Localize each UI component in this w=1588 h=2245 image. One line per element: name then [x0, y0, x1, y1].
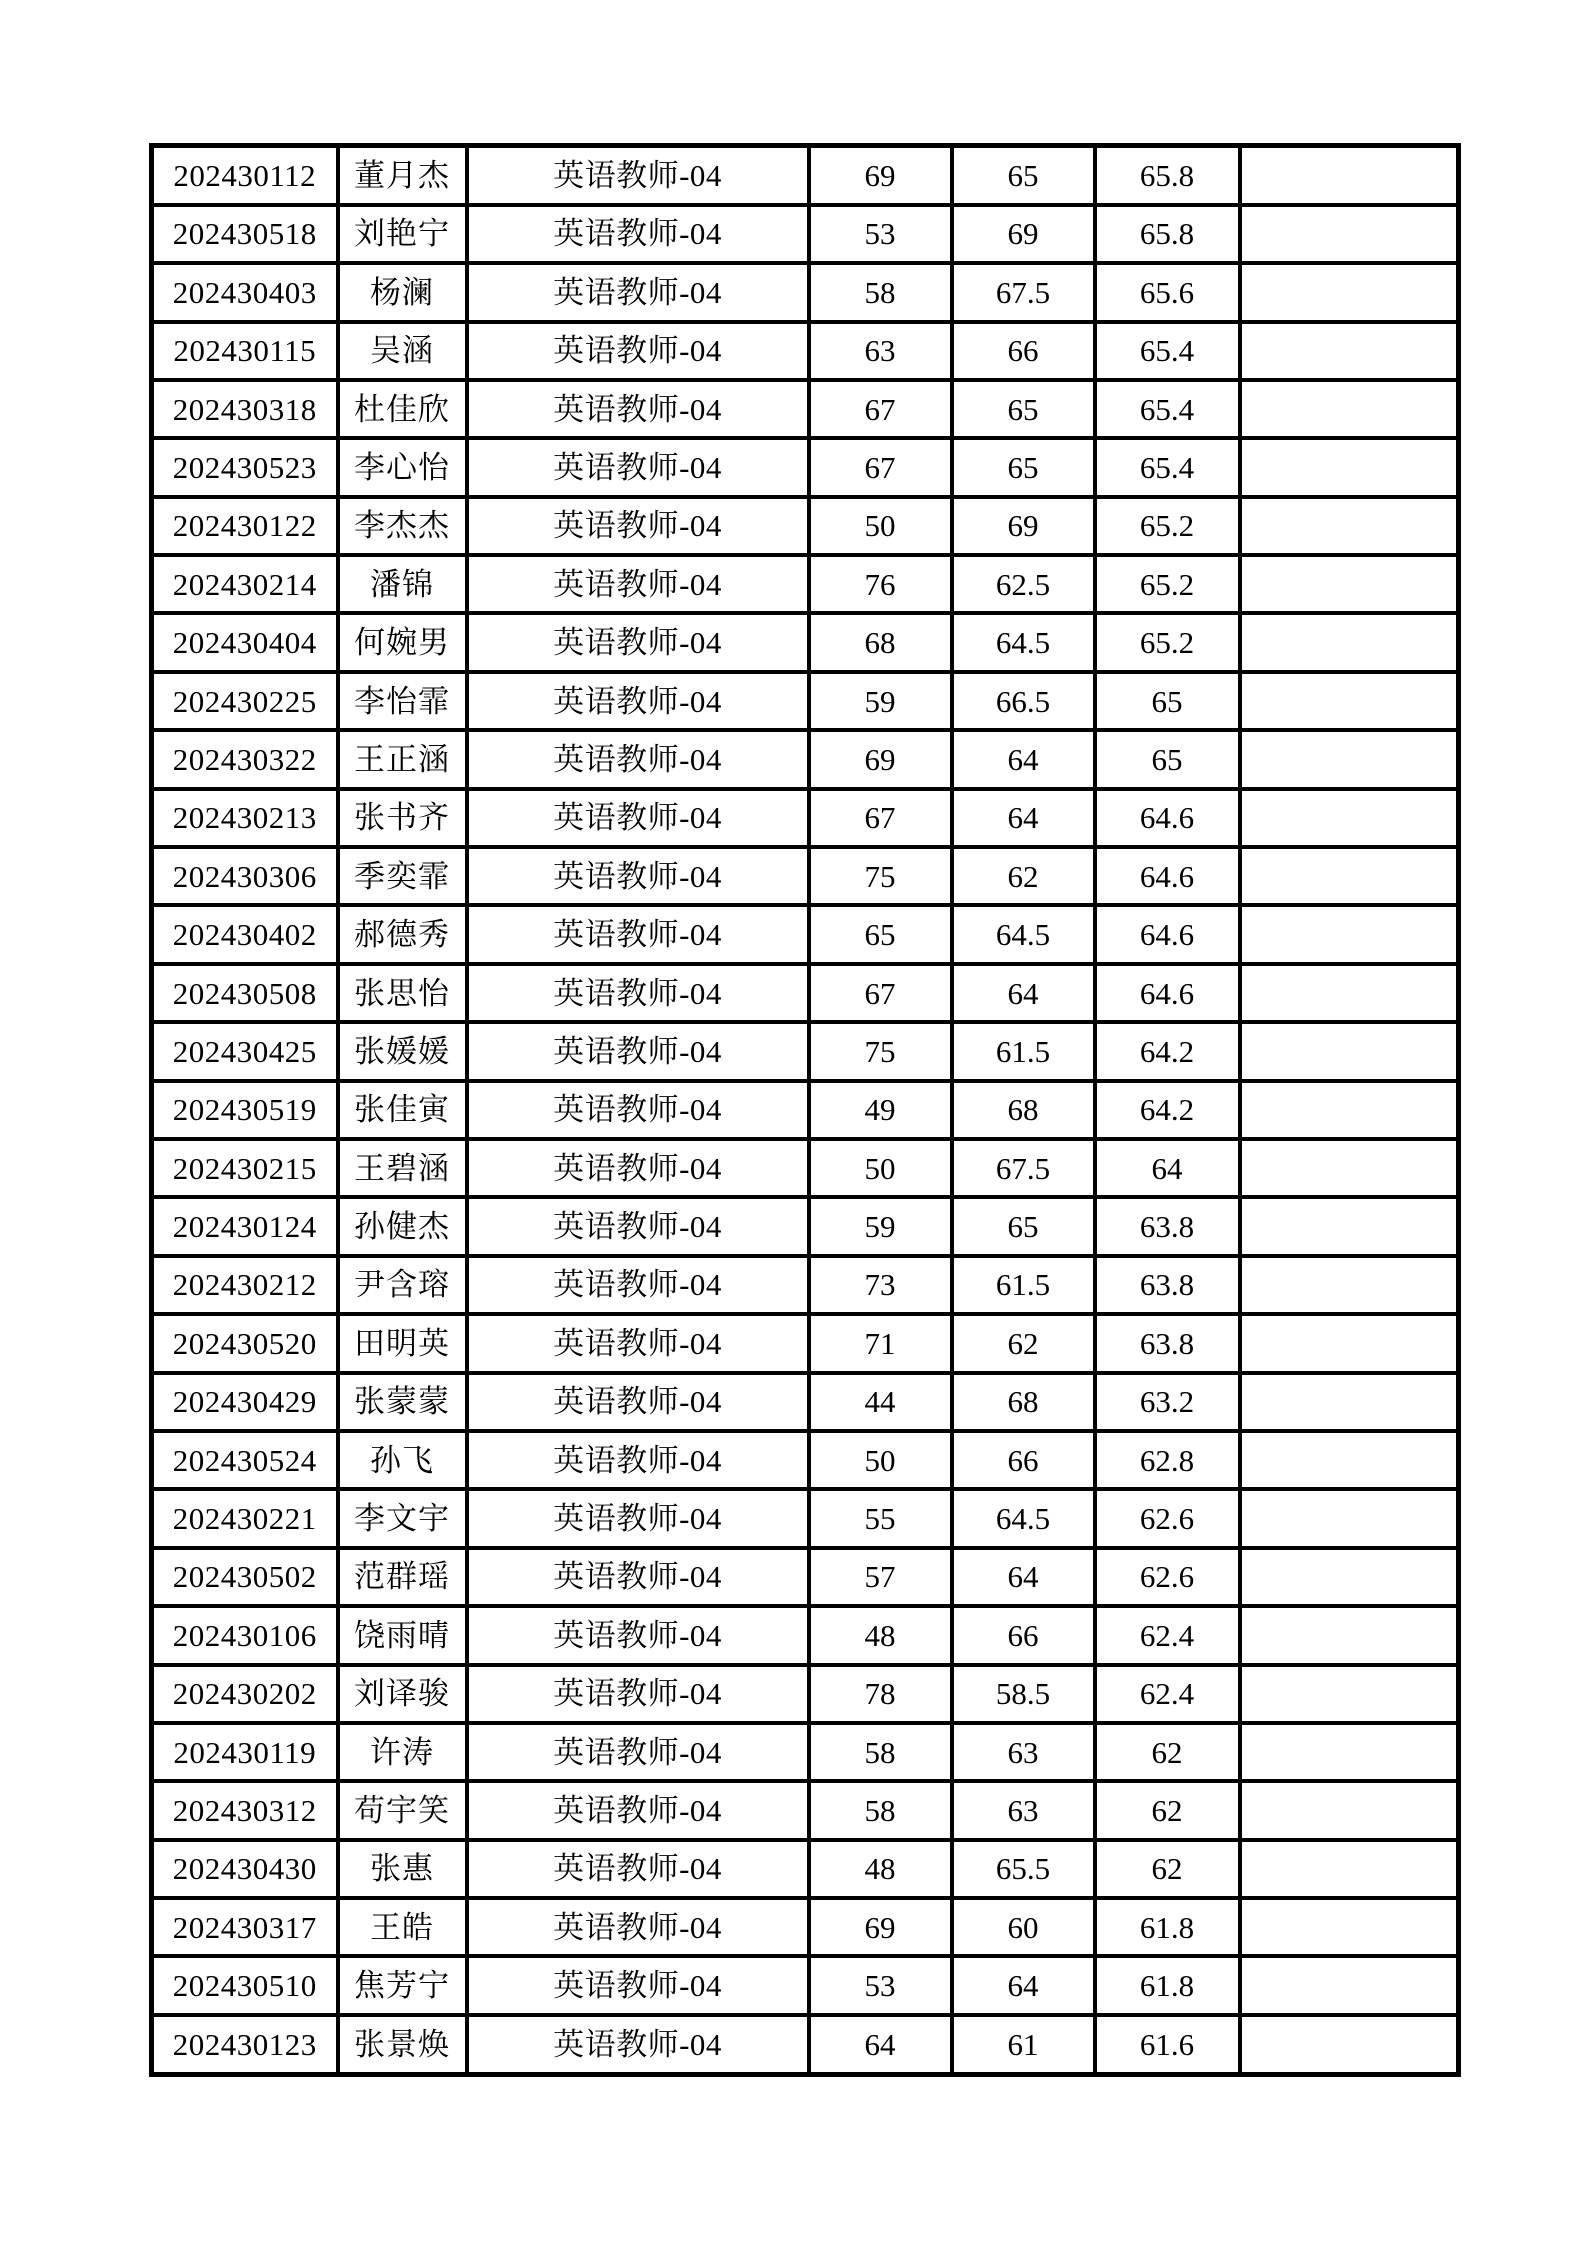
position-cell: 英语教师-04: [467, 1431, 809, 1489]
position-cell: 英语教师-04: [467, 1665, 809, 1723]
score3-cell: 65.2: [1095, 497, 1240, 555]
score3-cell: 64.6: [1095, 964, 1240, 1022]
empty-cell: [1240, 1489, 1459, 1547]
candidate-id-cell: 202430215: [152, 1139, 338, 1197]
candidate-id-cell: 202430402: [152, 905, 338, 963]
position-cell: 英语教师-04: [467, 1548, 809, 1606]
empty-cell: [1240, 205, 1459, 263]
candidate-name-cell: 刘艳宁: [338, 205, 467, 263]
candidate-name-cell: 杜佳欣: [338, 380, 467, 438]
score3-cell: 64.6: [1095, 789, 1240, 847]
score1-cell: 58: [809, 1723, 952, 1781]
position-cell: 英语教师-04: [467, 1022, 809, 1080]
table-row: [152, 555, 1459, 613]
score1-cell: 69: [809, 1898, 952, 1956]
score1-cell: 75: [809, 847, 952, 905]
score2-cell: 65: [952, 380, 1095, 438]
score2-cell: 64: [952, 964, 1095, 1022]
candidate-name-cell: 张景焕: [338, 2015, 467, 2075]
table-row: [152, 146, 1459, 205]
table-row: [152, 1548, 1459, 1606]
score1-cell: 67: [809, 964, 952, 1022]
empty-cell: [1240, 1431, 1459, 1489]
position-cell: 英语教师-04: [467, 905, 809, 963]
candidate-id-cell: 202430429: [152, 1373, 338, 1431]
empty-cell: [1240, 2015, 1459, 2075]
position-cell: 英语教师-04: [467, 322, 809, 380]
empty-cell: [1240, 1723, 1459, 1781]
table-row: [152, 1665, 1459, 1723]
empty-cell: [1240, 1022, 1459, 1080]
candidate-id-cell: 202430212: [152, 1256, 338, 1314]
score3-cell: 64.6: [1095, 905, 1240, 963]
candidate-id-cell: 202430225: [152, 672, 338, 730]
table-row: [152, 205, 1459, 263]
candidate-id-cell: 202430403: [152, 263, 338, 321]
score3-cell: 65.2: [1095, 555, 1240, 613]
candidate-name-cell: 张蒙蒙: [338, 1373, 467, 1431]
score2-cell: 61.5: [952, 1022, 1095, 1080]
candidate-id-cell: 202430119: [152, 1723, 338, 1781]
score3-cell: 62.4: [1095, 1665, 1240, 1723]
score1-cell: 58: [809, 263, 952, 321]
score-table-body: [152, 146, 1459, 2075]
score1-cell: 69: [809, 146, 952, 205]
score2-cell: 66: [952, 1606, 1095, 1664]
candidate-id-cell: 202430318: [152, 380, 338, 438]
score3-cell: 63.8: [1095, 1314, 1240, 1372]
candidate-name-cell: 苟宇笑: [338, 1781, 467, 1839]
score3-cell: 65.4: [1095, 438, 1240, 496]
empty-cell: [1240, 1373, 1459, 1431]
position-cell: 英语教师-04: [467, 380, 809, 438]
empty-cell: [1240, 438, 1459, 496]
table-row: [152, 730, 1459, 788]
score1-cell: 78: [809, 1665, 952, 1723]
table-row: [152, 263, 1459, 321]
candidate-id-cell: 202430425: [152, 1022, 338, 1080]
score2-cell: 68: [952, 1373, 1095, 1431]
score1-cell: 58: [809, 1781, 952, 1839]
position-cell: 英语教师-04: [467, 497, 809, 555]
table-row: [152, 438, 1459, 496]
empty-cell: [1240, 613, 1459, 671]
empty-cell: [1240, 1314, 1459, 1372]
position-cell: 英语教师-04: [467, 1606, 809, 1664]
score2-cell: 61.5: [952, 1256, 1095, 1314]
table-row: [152, 380, 1459, 438]
empty-cell: [1240, 1606, 1459, 1664]
empty-cell: [1240, 1665, 1459, 1723]
candidate-name-cell: 尹含瑢: [338, 1256, 467, 1314]
position-cell: 英语教师-04: [467, 1781, 809, 1839]
score3-cell: 63.2: [1095, 1373, 1240, 1431]
score1-cell: 57: [809, 1548, 952, 1606]
position-cell: 英语教师-04: [467, 613, 809, 671]
score2-cell: 65.5: [952, 1840, 1095, 1898]
table-row: [152, 905, 1459, 963]
empty-cell: [1240, 1898, 1459, 1956]
candidate-name-cell: 刘译骏: [338, 1665, 467, 1723]
candidate-id-cell: 202430112: [152, 146, 338, 205]
score3-cell: 65: [1095, 730, 1240, 788]
table-row: [152, 1022, 1459, 1080]
score1-cell: 53: [809, 1956, 952, 2014]
candidate-id-cell: 202430213: [152, 789, 338, 847]
empty-cell: [1240, 380, 1459, 438]
candidate-name-cell: 张佳寅: [338, 1081, 467, 1139]
candidate-id-cell: 202430508: [152, 964, 338, 1022]
position-cell: 英语教师-04: [467, 555, 809, 613]
score1-cell: 67: [809, 789, 952, 847]
position-cell: 英语教师-04: [467, 1898, 809, 1956]
position-cell: 英语教师-04: [467, 1956, 809, 2014]
score2-cell: 64.5: [952, 905, 1095, 963]
candidate-id-cell: 202430519: [152, 1081, 338, 1139]
candidate-id-cell: 202430202: [152, 1665, 338, 1723]
empty-cell: [1240, 146, 1459, 205]
empty-cell: [1240, 1781, 1459, 1839]
empty-cell: [1240, 1081, 1459, 1139]
candidate-name-cell: 吴涵: [338, 322, 467, 380]
candidate-id-cell: 202430518: [152, 205, 338, 263]
table-row: [152, 1139, 1459, 1197]
candidate-id-cell: 202430123: [152, 2015, 338, 2075]
candidate-name-cell: 李心怡: [338, 438, 467, 496]
score1-cell: 44: [809, 1373, 952, 1431]
position-cell: 英语教师-04: [467, 1489, 809, 1547]
score2-cell: 65: [952, 1197, 1095, 1255]
score1-cell: 55: [809, 1489, 952, 1547]
table-row: [152, 322, 1459, 380]
score2-cell: 63: [952, 1781, 1095, 1839]
score2-cell: 60: [952, 1898, 1095, 1956]
score3-cell: 65: [1095, 672, 1240, 730]
score3-cell: 65.6: [1095, 263, 1240, 321]
empty-cell: [1240, 1840, 1459, 1898]
score2-cell: 64: [952, 1548, 1095, 1606]
empty-cell: [1240, 322, 1459, 380]
score2-cell: 66.5: [952, 672, 1095, 730]
score2-cell: 69: [952, 497, 1095, 555]
candidate-name-cell: 李杰杰: [338, 497, 467, 555]
candidate-id-cell: 202430106: [152, 1606, 338, 1664]
candidate-name-cell: 王碧涵: [338, 1139, 467, 1197]
candidate-name-cell: 何婉男: [338, 613, 467, 671]
candidate-name-cell: 孙健杰: [338, 1197, 467, 1255]
empty-cell: [1240, 672, 1459, 730]
candidate-name-cell: 田明英: [338, 1314, 467, 1372]
table-row: [152, 613, 1459, 671]
table-row: [152, 1431, 1459, 1489]
score2-cell: 63: [952, 1723, 1095, 1781]
candidate-id-cell: 202430404: [152, 613, 338, 671]
table-row: [152, 1256, 1459, 1314]
empty-cell: [1240, 789, 1459, 847]
candidate-name-cell: 杨澜: [338, 263, 467, 321]
empty-cell: [1240, 1197, 1459, 1255]
position-cell: 英语教师-04: [467, 730, 809, 788]
table-row: [152, 1314, 1459, 1372]
position-cell: 英语教师-04: [467, 2015, 809, 2075]
candidate-id-cell: 202430317: [152, 1898, 338, 1956]
score2-cell: 62.5: [952, 555, 1095, 613]
score3-cell: 64.6: [1095, 847, 1240, 905]
score1-cell: 69: [809, 730, 952, 788]
table-row: [152, 1373, 1459, 1431]
table-row: [152, 789, 1459, 847]
empty-cell: [1240, 905, 1459, 963]
score3-cell: 62: [1095, 1781, 1240, 1839]
table-row: [152, 497, 1459, 555]
score1-cell: 53: [809, 205, 952, 263]
score1-cell: 64: [809, 2015, 952, 2075]
score3-cell: 65.4: [1095, 380, 1240, 438]
table-row: [152, 1081, 1459, 1139]
candidate-name-cell: 许涛: [338, 1723, 467, 1781]
score2-cell: 65: [952, 146, 1095, 205]
score1-cell: 63: [809, 322, 952, 380]
score1-cell: 67: [809, 380, 952, 438]
position-cell: 英语教师-04: [467, 146, 809, 205]
position-cell: 英语教师-04: [467, 964, 809, 1022]
score2-cell: 65: [952, 438, 1095, 496]
empty-cell: [1240, 964, 1459, 1022]
table-row: [152, 1781, 1459, 1839]
position-cell: 英语教师-04: [467, 1373, 809, 1431]
candidate-name-cell: 郝德秀: [338, 905, 467, 963]
position-cell: 英语教师-04: [467, 1723, 809, 1781]
position-cell: 英语教师-04: [467, 1081, 809, 1139]
score1-cell: 76: [809, 555, 952, 613]
candidate-name-cell: 张书齐: [338, 789, 467, 847]
empty-cell: [1240, 1548, 1459, 1606]
candidate-id-cell: 202430520: [152, 1314, 338, 1372]
score2-cell: 62: [952, 1314, 1095, 1372]
score2-cell: 69: [952, 205, 1095, 263]
score3-cell: 63.8: [1095, 1256, 1240, 1314]
position-cell: 英语教师-04: [467, 789, 809, 847]
table-row: [152, 672, 1459, 730]
score2-cell: 66: [952, 322, 1095, 380]
position-cell: 英语教师-04: [467, 1197, 809, 1255]
score3-cell: 62.6: [1095, 1489, 1240, 1547]
empty-cell: [1240, 730, 1459, 788]
score2-cell: 64: [952, 789, 1095, 847]
score1-cell: 49: [809, 1081, 952, 1139]
empty-cell: [1240, 1139, 1459, 1197]
score2-cell: 64.5: [952, 1489, 1095, 1547]
score3-cell: 62.8: [1095, 1431, 1240, 1489]
score2-cell: 64: [952, 1956, 1095, 2014]
candidate-id-cell: 202430306: [152, 847, 338, 905]
score1-cell: 59: [809, 672, 952, 730]
score3-cell: 63.8: [1095, 1197, 1240, 1255]
score2-cell: 67.5: [952, 1139, 1095, 1197]
position-cell: 英语教师-04: [467, 1840, 809, 1898]
candidate-id-cell: 202430523: [152, 438, 338, 496]
candidate-id-cell: 202430430: [152, 1840, 338, 1898]
score1-cell: 50: [809, 497, 952, 555]
score-table: [149, 143, 1461, 2077]
table-row: [152, 847, 1459, 905]
position-cell: 英语教师-04: [467, 205, 809, 263]
position-cell: 英语教师-04: [467, 438, 809, 496]
candidate-name-cell: 季奕霏: [338, 847, 467, 905]
empty-cell: [1240, 1256, 1459, 1314]
table-row: [152, 1489, 1459, 1547]
score1-cell: 68: [809, 613, 952, 671]
candidate-name-cell: 孙飞: [338, 1431, 467, 1489]
position-cell: 英语教师-04: [467, 1314, 809, 1372]
score1-cell: 59: [809, 1197, 952, 1255]
candidate-name-cell: 张媛媛: [338, 1022, 467, 1080]
score1-cell: 48: [809, 1606, 952, 1664]
score1-cell: 71: [809, 1314, 952, 1372]
candidate-name-cell: 董月杰: [338, 146, 467, 205]
empty-cell: [1240, 497, 1459, 555]
empty-cell: [1240, 1956, 1459, 2014]
score2-cell: 68: [952, 1081, 1095, 1139]
score1-cell: 50: [809, 1431, 952, 1489]
score2-cell: 66: [952, 1431, 1095, 1489]
score2-cell: 67.5: [952, 263, 1095, 321]
table-row: [152, 2015, 1459, 2075]
candidate-id-cell: 202430115: [152, 322, 338, 380]
score3-cell: 61.8: [1095, 1898, 1240, 1956]
candidate-name-cell: 李怡霏: [338, 672, 467, 730]
score3-cell: 65.8: [1095, 146, 1240, 205]
score3-cell: 65.8: [1095, 205, 1240, 263]
score1-cell: 65: [809, 905, 952, 963]
candidate-name-cell: 范群瑶: [338, 1548, 467, 1606]
candidate-id-cell: 202430221: [152, 1489, 338, 1547]
candidate-name-cell: 潘锦: [338, 555, 467, 613]
score3-cell: 61.8: [1095, 1956, 1240, 2014]
table-row: [152, 1956, 1459, 2014]
position-cell: 英语教师-04: [467, 847, 809, 905]
score1-cell: 48: [809, 1840, 952, 1898]
candidate-name-cell: 李文宇: [338, 1489, 467, 1547]
candidate-id-cell: 202430122: [152, 497, 338, 555]
candidate-id-cell: 202430510: [152, 1956, 338, 2014]
empty-cell: [1240, 847, 1459, 905]
score1-cell: 50: [809, 1139, 952, 1197]
table-row: [152, 964, 1459, 1022]
position-cell: 英语教师-04: [467, 1256, 809, 1314]
empty-cell: [1240, 263, 1459, 321]
position-cell: 英语教师-04: [467, 263, 809, 321]
candidate-id-cell: 202430524: [152, 1431, 338, 1489]
table-row: [152, 1723, 1459, 1781]
score2-cell: 58.5: [952, 1665, 1095, 1723]
score3-cell: 62: [1095, 1840, 1240, 1898]
score3-cell: 62: [1095, 1723, 1240, 1781]
position-cell: 英语教师-04: [467, 1139, 809, 1197]
score3-cell: 64.2: [1095, 1081, 1240, 1139]
score3-cell: 62.6: [1095, 1548, 1240, 1606]
candidate-id-cell: 202430214: [152, 555, 338, 613]
score1-cell: 73: [809, 1256, 952, 1314]
table-row: [152, 1606, 1459, 1664]
score3-cell: 61.6: [1095, 2015, 1240, 2075]
score3-cell: 64: [1095, 1139, 1240, 1197]
score2-cell: 62: [952, 847, 1095, 905]
candidate-name-cell: 焦芳宁: [338, 1956, 467, 2014]
candidate-name-cell: 王正涵: [338, 730, 467, 788]
candidate-id-cell: 202430312: [152, 1781, 338, 1839]
candidate-name-cell: 饶雨晴: [338, 1606, 467, 1664]
position-cell: 英语教师-04: [467, 672, 809, 730]
score3-cell: 64.2: [1095, 1022, 1240, 1080]
candidate-id-cell: 202430502: [152, 1548, 338, 1606]
candidate-name-cell: 王皓: [338, 1898, 467, 1956]
candidate-name-cell: 张惠: [338, 1840, 467, 1898]
score2-cell: 64: [952, 730, 1095, 788]
empty-cell: [1240, 555, 1459, 613]
score2-cell: 64.5: [952, 613, 1095, 671]
score1-cell: 67: [809, 438, 952, 496]
candidate-name-cell: 张思怡: [338, 964, 467, 1022]
candidate-id-cell: 202430124: [152, 1197, 338, 1255]
candidate-id-cell: 202430322: [152, 730, 338, 788]
score2-cell: 61: [952, 2015, 1095, 2075]
score3-cell: 65.4: [1095, 322, 1240, 380]
table-row: [152, 1840, 1459, 1898]
table-row: [152, 1898, 1459, 1956]
score3-cell: 62.4: [1095, 1606, 1240, 1664]
score1-cell: 75: [809, 1022, 952, 1080]
table-row: [152, 1197, 1459, 1255]
score3-cell: 65.2: [1095, 613, 1240, 671]
